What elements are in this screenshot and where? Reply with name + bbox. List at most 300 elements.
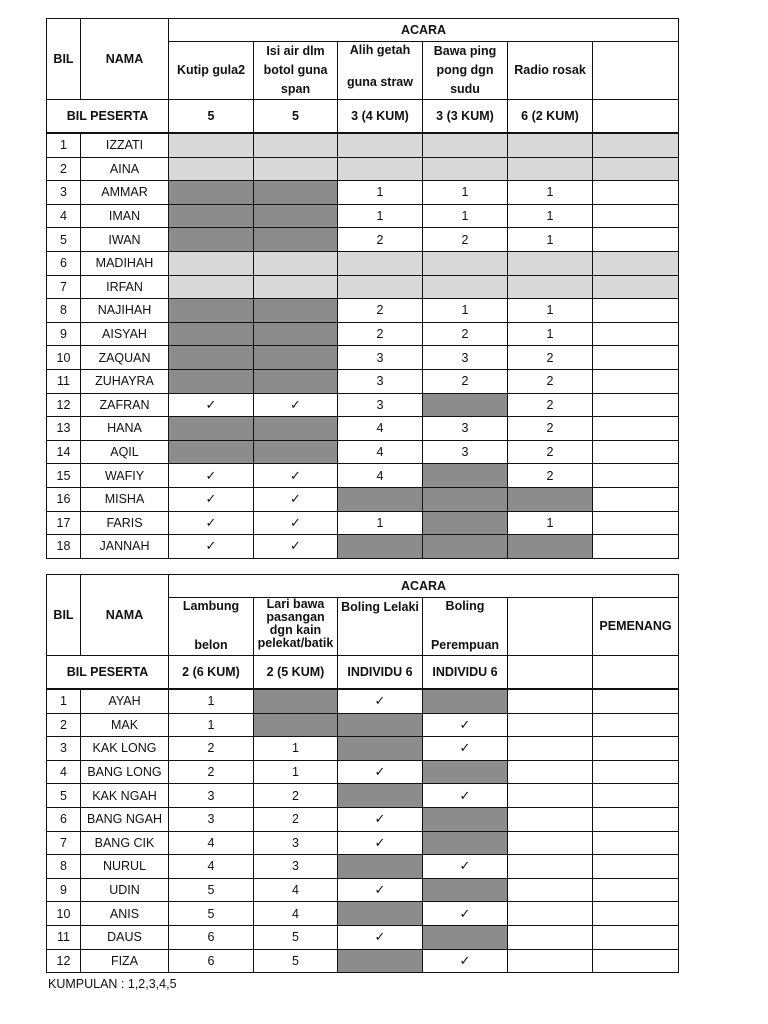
event-header-label: Lari bawa pasangan dgn kain pelekat/batik bbox=[257, 597, 334, 650]
table-row bbox=[47, 511, 679, 535]
event-cell bbox=[508, 275, 593, 299]
bil-peserta-value bbox=[593, 100, 679, 133]
event-cell: 1 bbox=[508, 181, 593, 205]
event-cell bbox=[593, 511, 679, 535]
table-row bbox=[47, 807, 679, 831]
event-cell bbox=[423, 831, 508, 855]
event-cell bbox=[169, 275, 254, 299]
event-cell: 4 bbox=[169, 831, 254, 855]
participant-name: ZAQUAN bbox=[81, 346, 169, 370]
event-cell bbox=[593, 807, 679, 831]
event-cell bbox=[254, 228, 338, 252]
row-number: 4 bbox=[47, 204, 81, 228]
event-cell bbox=[508, 784, 593, 808]
event-cell: 3 bbox=[254, 855, 338, 879]
event-header-line2: Perempuan bbox=[430, 638, 500, 652]
event-cell bbox=[593, 134, 679, 158]
check-mark-icon: ✓ bbox=[254, 393, 338, 417]
table-row bbox=[47, 713, 679, 737]
event-cell bbox=[508, 535, 593, 559]
event-cell bbox=[593, 181, 679, 205]
bil-peserta-value: INDIVIDU 6 bbox=[338, 656, 423, 689]
row-number: 2 bbox=[47, 157, 81, 181]
table-row bbox=[47, 275, 679, 299]
participant-name: JANNAH bbox=[81, 535, 169, 559]
event-cell: 2 bbox=[169, 737, 254, 761]
row-number: 15 bbox=[47, 464, 81, 488]
event-header-label: Bawa ping pong dgn sudu bbox=[433, 44, 497, 96]
event-header bbox=[169, 42, 254, 100]
row-number: 18 bbox=[47, 535, 81, 559]
event-cell: 6 bbox=[169, 949, 254, 973]
event-cell bbox=[423, 511, 508, 535]
event-cell bbox=[423, 157, 508, 181]
participant-name: FIZA bbox=[81, 949, 169, 973]
row-number: 13 bbox=[47, 417, 81, 441]
event-cell bbox=[508, 487, 593, 511]
row-number: 6 bbox=[47, 807, 81, 831]
event-header bbox=[508, 598, 593, 656]
event-cell: 1 bbox=[169, 713, 254, 737]
event-cell bbox=[423, 535, 508, 559]
bil-peserta-value bbox=[593, 656, 679, 689]
event-cell bbox=[593, 204, 679, 228]
check-mark-icon: ✓ bbox=[338, 807, 423, 831]
event-cell: 1 bbox=[338, 511, 423, 535]
event-table-2 bbox=[46, 574, 679, 973]
event-header bbox=[254, 42, 338, 100]
event-cell: 2 bbox=[423, 369, 508, 393]
event-cell: 3 bbox=[169, 784, 254, 808]
event-cell: 3 bbox=[423, 440, 508, 464]
event-cell bbox=[508, 925, 593, 949]
event-cell: 5 bbox=[169, 902, 254, 926]
table-row bbox=[47, 925, 679, 949]
event-cell bbox=[254, 322, 338, 346]
event-cell bbox=[423, 925, 508, 949]
event-cell: 2 bbox=[254, 807, 338, 831]
event-cell bbox=[593, 831, 679, 855]
acara-header: ACARA bbox=[169, 19, 679, 42]
event-cell: 1 bbox=[338, 204, 423, 228]
table-row bbox=[47, 760, 679, 784]
event-header-label: PEMENANG bbox=[599, 619, 672, 633]
event-cell bbox=[423, 134, 508, 158]
event-cell: 2 bbox=[508, 464, 593, 488]
event-cell bbox=[508, 134, 593, 158]
row-number: 9 bbox=[47, 322, 81, 346]
event-cell bbox=[593, 949, 679, 973]
event-cell bbox=[593, 925, 679, 949]
check-mark-icon: ✓ bbox=[169, 535, 254, 559]
table-row bbox=[47, 134, 679, 158]
event-cell bbox=[593, 157, 679, 181]
event-cell bbox=[593, 346, 679, 370]
event-cell bbox=[423, 464, 508, 488]
participant-name: IWAN bbox=[81, 228, 169, 252]
check-mark-icon: ✓ bbox=[338, 925, 423, 949]
event-cell bbox=[593, 299, 679, 323]
event-header-label: Radio rosak bbox=[514, 63, 586, 77]
participant-name: IMAN bbox=[81, 204, 169, 228]
event-cell bbox=[254, 417, 338, 441]
check-mark-icon: ✓ bbox=[338, 878, 423, 902]
table-row bbox=[47, 737, 679, 761]
event-cell bbox=[593, 690, 679, 714]
row-number: 1 bbox=[47, 134, 81, 158]
check-mark-icon: ✓ bbox=[338, 831, 423, 855]
event-cell: 2 bbox=[508, 417, 593, 441]
bil-peserta-value bbox=[508, 656, 593, 689]
table-row bbox=[47, 322, 679, 346]
event-cell: 3 bbox=[338, 346, 423, 370]
event-cell bbox=[254, 134, 338, 158]
bil-peserta-label: BIL PESERTA bbox=[47, 100, 169, 133]
event-cell bbox=[508, 760, 593, 784]
event-cell bbox=[338, 275, 423, 299]
event-cell bbox=[593, 369, 679, 393]
event-cell: 1 bbox=[508, 204, 593, 228]
col-header-nama: NAMA bbox=[81, 575, 169, 656]
event-cell bbox=[338, 902, 423, 926]
row-number: 5 bbox=[47, 228, 81, 252]
participant-name: AISYAH bbox=[81, 322, 169, 346]
event-header bbox=[338, 598, 423, 656]
event-cell bbox=[508, 831, 593, 855]
event-header bbox=[423, 598, 508, 656]
event-cell: 2 bbox=[423, 228, 508, 252]
participant-name: NAJIHAH bbox=[81, 299, 169, 323]
event-cell: 1 bbox=[508, 299, 593, 323]
row-number: 6 bbox=[47, 251, 81, 275]
participant-name: WAFIY bbox=[81, 464, 169, 488]
participant-name: MISHA bbox=[81, 487, 169, 511]
event-cell bbox=[169, 251, 254, 275]
event-cell: 5 bbox=[254, 925, 338, 949]
event-header-line2: belon bbox=[194, 638, 228, 652]
event-cell bbox=[508, 713, 593, 737]
check-mark-icon: ✓ bbox=[338, 760, 423, 784]
row-number: 1 bbox=[47, 690, 81, 714]
check-mark-icon: ✓ bbox=[423, 784, 508, 808]
participant-name: MADIHAH bbox=[81, 251, 169, 275]
event-cell: 1 bbox=[423, 204, 508, 228]
event-cell bbox=[254, 369, 338, 393]
check-mark-icon: ✓ bbox=[423, 949, 508, 973]
participant-name: AINA bbox=[81, 157, 169, 181]
event-cell bbox=[338, 737, 423, 761]
event-cell bbox=[423, 807, 508, 831]
event-cell bbox=[593, 878, 679, 902]
participant-name: MAK bbox=[81, 713, 169, 737]
bil-peserta-value: 3 (3 KUM) bbox=[423, 100, 508, 133]
event-cell bbox=[169, 228, 254, 252]
event-cell bbox=[423, 878, 508, 902]
event-cell: 3 bbox=[169, 807, 254, 831]
participant-name: HANA bbox=[81, 417, 169, 441]
bil-peserta-label: BIL PESERTA bbox=[47, 656, 169, 689]
event-header bbox=[423, 42, 508, 100]
check-mark-icon: ✓ bbox=[169, 464, 254, 488]
event-cell bbox=[508, 949, 593, 973]
event-cell: 5 bbox=[169, 878, 254, 902]
row-number: 4 bbox=[47, 760, 81, 784]
event-cell bbox=[508, 902, 593, 926]
event-cell: 2 bbox=[508, 440, 593, 464]
participant-name: FARIS bbox=[81, 511, 169, 535]
event-cell bbox=[593, 417, 679, 441]
event-cell: 2 bbox=[508, 346, 593, 370]
event-cell: 2 bbox=[423, 322, 508, 346]
event-cell: 6 bbox=[169, 925, 254, 949]
event-cell: 2 bbox=[169, 760, 254, 784]
table-row bbox=[47, 690, 679, 714]
event-cell bbox=[338, 949, 423, 973]
event-header bbox=[508, 42, 593, 100]
row-number: 7 bbox=[47, 275, 81, 299]
acara-header: ACARA bbox=[169, 575, 679, 598]
check-mark-icon: ✓ bbox=[254, 535, 338, 559]
event-cell bbox=[508, 878, 593, 902]
event-cell bbox=[593, 393, 679, 417]
row-number: 10 bbox=[47, 902, 81, 926]
event-cell bbox=[169, 299, 254, 323]
event-cell bbox=[338, 855, 423, 879]
event-cell bbox=[593, 713, 679, 737]
participant-name: AQIL bbox=[81, 440, 169, 464]
event-cell: 3 bbox=[338, 369, 423, 393]
check-mark-icon: ✓ bbox=[169, 393, 254, 417]
participant-name: DAUS bbox=[81, 925, 169, 949]
event-cell bbox=[169, 440, 254, 464]
table-row bbox=[47, 417, 679, 441]
event-cell bbox=[254, 346, 338, 370]
table-row bbox=[47, 181, 679, 205]
check-mark-icon: ✓ bbox=[423, 713, 508, 737]
event-cell bbox=[338, 535, 423, 559]
event-cell bbox=[169, 204, 254, 228]
event-cell bbox=[254, 713, 338, 737]
table-row bbox=[47, 228, 679, 252]
event-cell: 1 bbox=[254, 760, 338, 784]
bil-peserta-value: 5 bbox=[254, 100, 338, 133]
participant-name: IRFAN bbox=[81, 275, 169, 299]
table-row bbox=[47, 157, 679, 181]
participant-name: UDIN bbox=[81, 878, 169, 902]
event-cell bbox=[593, 784, 679, 808]
event-header-line1: Boling bbox=[445, 599, 485, 613]
row-number: 12 bbox=[47, 393, 81, 417]
event-cell bbox=[169, 181, 254, 205]
check-mark-icon: ✓ bbox=[254, 511, 338, 535]
event-cell bbox=[338, 713, 423, 737]
event-header-line2: guna straw bbox=[347, 75, 413, 89]
row-number: 2 bbox=[47, 713, 81, 737]
participant-name: IZZATI bbox=[81, 134, 169, 158]
event-cell: 4 bbox=[338, 464, 423, 488]
event-header-label: Boling Lelaki bbox=[341, 600, 419, 614]
check-mark-icon: ✓ bbox=[423, 855, 508, 879]
table-row bbox=[47, 831, 679, 855]
check-mark-icon: ✓ bbox=[169, 511, 254, 535]
table-row bbox=[47, 855, 679, 879]
event-cell bbox=[593, 440, 679, 464]
event-cell bbox=[254, 299, 338, 323]
row-number: 14 bbox=[47, 440, 81, 464]
event-cell bbox=[169, 369, 254, 393]
event-cell bbox=[593, 228, 679, 252]
event-cell: 4 bbox=[169, 855, 254, 879]
table-row bbox=[47, 440, 679, 464]
event-cell bbox=[423, 275, 508, 299]
event-cell bbox=[254, 440, 338, 464]
event-cell bbox=[254, 204, 338, 228]
table-row bbox=[47, 784, 679, 808]
event-cell: 2 bbox=[508, 369, 593, 393]
event-cell: 1 bbox=[254, 737, 338, 761]
table-row bbox=[47, 204, 679, 228]
table-row bbox=[47, 878, 679, 902]
event-cell bbox=[593, 487, 679, 511]
bil-peserta-value: 6 (2 KUM) bbox=[508, 100, 593, 133]
event-header-line1: Alih getah bbox=[349, 43, 411, 57]
row-number: 8 bbox=[47, 855, 81, 879]
row-number: 3 bbox=[47, 737, 81, 761]
participant-name: NURUL bbox=[81, 855, 169, 879]
participant-name: AYAH bbox=[81, 690, 169, 714]
event-cell bbox=[254, 690, 338, 714]
event-cell bbox=[593, 464, 679, 488]
table-row bbox=[47, 535, 679, 559]
check-mark-icon: ✓ bbox=[254, 464, 338, 488]
event-cell: 1 bbox=[508, 228, 593, 252]
event-cell bbox=[423, 393, 508, 417]
table-row bbox=[47, 251, 679, 275]
col-header-nama: NAMA bbox=[81, 19, 169, 100]
check-mark-icon: ✓ bbox=[423, 737, 508, 761]
participant-name: KAK NGAH bbox=[81, 784, 169, 808]
table-row bbox=[47, 369, 679, 393]
participant-name: BANG NGAH bbox=[81, 807, 169, 831]
event-cell bbox=[593, 535, 679, 559]
participant-name: ANIS bbox=[81, 902, 169, 926]
event-cell bbox=[508, 157, 593, 181]
event-cell bbox=[254, 157, 338, 181]
row-number: 12 bbox=[47, 949, 81, 973]
participant-name: AMMAR bbox=[81, 181, 169, 205]
event-cell: 1 bbox=[169, 690, 254, 714]
bil-peserta-value: INDIVIDU 6 bbox=[423, 656, 508, 689]
check-mark-icon: ✓ bbox=[254, 487, 338, 511]
event-cell: 2 bbox=[254, 784, 338, 808]
event-cell: 4 bbox=[338, 417, 423, 441]
event-cell bbox=[338, 134, 423, 158]
participant-name: BANG LONG bbox=[81, 760, 169, 784]
event-header bbox=[593, 598, 679, 656]
event-cell: 2 bbox=[338, 228, 423, 252]
event-cell bbox=[423, 760, 508, 784]
check-mark-icon: ✓ bbox=[338, 690, 423, 714]
event-cell bbox=[169, 417, 254, 441]
row-number: 16 bbox=[47, 487, 81, 511]
kumpulan-note: KUMPULAN : 1,2,3,4,5 bbox=[48, 977, 177, 991]
check-mark-icon: ✓ bbox=[423, 902, 508, 926]
event-cell bbox=[338, 784, 423, 808]
row-number: 3 bbox=[47, 181, 81, 205]
event-cell bbox=[508, 251, 593, 275]
event-cell: 4 bbox=[254, 878, 338, 902]
col-header-bil: BIL bbox=[47, 575, 81, 656]
row-number: 9 bbox=[47, 878, 81, 902]
event-cell: 4 bbox=[338, 440, 423, 464]
event-cell bbox=[423, 487, 508, 511]
event-cell bbox=[254, 181, 338, 205]
event-header bbox=[254, 598, 338, 656]
participant-name: BANG CIK bbox=[81, 831, 169, 855]
event-cell: 4 bbox=[254, 902, 338, 926]
event-header bbox=[338, 42, 423, 100]
participant-name: KAK LONG bbox=[81, 737, 169, 761]
table-row bbox=[47, 299, 679, 323]
event-cell bbox=[338, 251, 423, 275]
event-cell bbox=[169, 322, 254, 346]
col-header-bil: BIL bbox=[47, 19, 81, 100]
event-cell: 1 bbox=[508, 511, 593, 535]
row-number: 8 bbox=[47, 299, 81, 323]
event-cell bbox=[423, 251, 508, 275]
event-cell bbox=[338, 157, 423, 181]
event-cell: 3 bbox=[423, 417, 508, 441]
row-number: 7 bbox=[47, 831, 81, 855]
row-number: 11 bbox=[47, 369, 81, 393]
table-row bbox=[47, 487, 679, 511]
participant-name: ZUHAYRA bbox=[81, 369, 169, 393]
event-cell: 1 bbox=[508, 322, 593, 346]
event-cell bbox=[593, 275, 679, 299]
event-cell bbox=[508, 855, 593, 879]
row-number: 17 bbox=[47, 511, 81, 535]
bil-peserta-value: 2 (6 KUM) bbox=[169, 656, 254, 689]
event-cell: 2 bbox=[508, 393, 593, 417]
event-header-line1: Lambung bbox=[182, 599, 240, 613]
event-cell: 2 bbox=[338, 299, 423, 323]
table-row bbox=[47, 393, 679, 417]
event-cell: 2 bbox=[338, 322, 423, 346]
event-cell bbox=[254, 251, 338, 275]
event-cell bbox=[254, 275, 338, 299]
event-cell bbox=[593, 251, 679, 275]
event-cell bbox=[423, 690, 508, 714]
event-cell bbox=[169, 346, 254, 370]
table-row bbox=[47, 949, 679, 973]
event-cell bbox=[593, 855, 679, 879]
check-mark-icon: ✓ bbox=[169, 487, 254, 511]
event-cell: 3 bbox=[254, 831, 338, 855]
participant-name: ZAFRAN bbox=[81, 393, 169, 417]
event-cell bbox=[508, 737, 593, 761]
row-number: 10 bbox=[47, 346, 81, 370]
event-cell: 5 bbox=[254, 949, 338, 973]
event-table-1 bbox=[46, 18, 679, 559]
event-header bbox=[593, 42, 679, 100]
event-cell: 1 bbox=[338, 181, 423, 205]
event-header-label: Isi air dlm botol guna span bbox=[263, 44, 328, 96]
row-number: 5 bbox=[47, 784, 81, 808]
event-cell bbox=[593, 322, 679, 346]
event-cell bbox=[593, 760, 679, 784]
table-row bbox=[47, 346, 679, 370]
row-number: 11 bbox=[47, 925, 81, 949]
